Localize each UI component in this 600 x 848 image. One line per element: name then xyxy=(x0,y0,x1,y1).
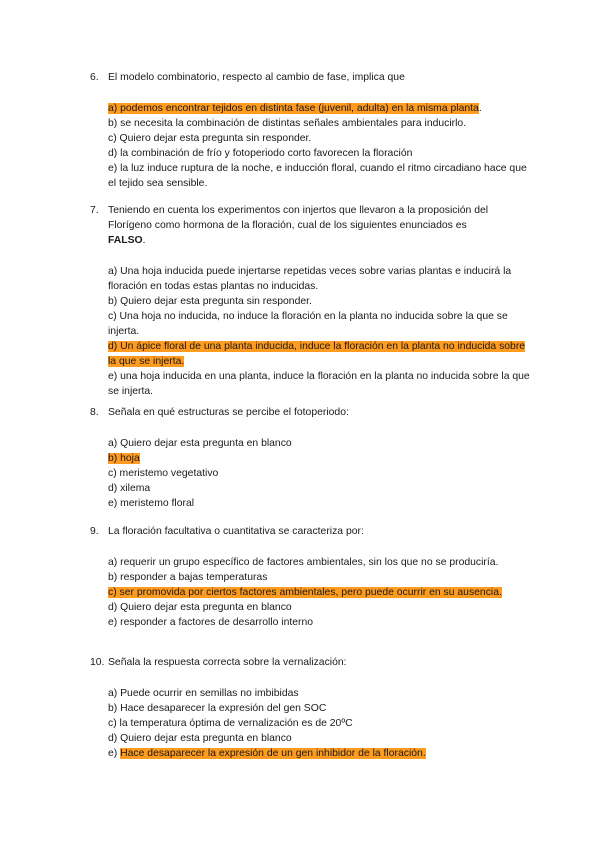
highlighted-answer: b) hoja xyxy=(108,453,140,464)
option-b: b) responder a bajas temperaturas xyxy=(108,572,268,583)
question-6 xyxy=(90,70,530,191)
option-b: b) Hace desaparecer la expresión del gen SOC xyxy=(108,703,327,714)
question-number: 8. xyxy=(90,407,99,418)
option-b: b) se necesita la combinación de distintas señales ambientales para inducirlo. xyxy=(108,118,467,129)
question-9 xyxy=(90,524,530,630)
option-c: c) la temperatura óptima de vernalización es de 20ºC xyxy=(108,718,353,729)
option-c: c) meristemo vegetativo xyxy=(108,468,219,479)
question-number: 10. xyxy=(90,657,105,668)
highlighted-answer: Hace desaparecer la expresión de un gen inhibidor de la floración. xyxy=(120,748,426,759)
question-number: 9. xyxy=(90,526,99,537)
option-e: e) responder a factores de desarrollo interno xyxy=(108,617,314,628)
question-7 xyxy=(90,203,530,399)
option-d: d) Quiero dejar esta pregunta en blanco xyxy=(108,733,292,744)
option-d: d) Quiero dejar esta pregunta en blanco xyxy=(108,602,292,613)
question-number: 6. xyxy=(90,72,99,83)
option-d: d) xilema xyxy=(108,483,151,494)
option-a: a) podemos encontrar tejidos en distinta fase (juvenil, adulta) en la misma planta. xyxy=(108,103,482,114)
option-c: c) Quiero dejar esta pregunta sin responder. xyxy=(108,133,312,144)
question-text: Señala en qué estructuras se percibe el fotoperiodo: xyxy=(108,407,349,418)
option-a: a) Quiero dejar esta pregunta en blanco xyxy=(108,438,292,449)
question-text: Teniendo en cuenta los experimentos con injertos que llevaron a la proposición del Florígeno como hormona de la floración, cual de los siguientes enunciados es FALSO. xyxy=(108,205,489,246)
option-e: e) Hace desaparecer la expresión de un gen inhibidor de la floración. xyxy=(108,748,426,759)
highlighted-answer: c) ser promovida por ciertos factores ambientales, pero puede ocurrir en su ausencia. xyxy=(108,587,502,598)
question-number: 7. xyxy=(90,205,99,216)
option-c xyxy=(108,585,530,600)
question-10 xyxy=(90,655,530,761)
option-e: e) una hoja inducida en una planta, induce la floración en la planta no inducida sobre la que se injerta. xyxy=(108,371,530,397)
question-8 xyxy=(90,405,530,511)
emphasis-falso: FALSO xyxy=(108,235,143,246)
option-a: a) Una hoja inducida puede injertarse repetidas veces sobre varias plantas e inducirá la floración en todas estas plantas no inducidas. xyxy=(108,266,512,292)
highlighted-answer: a) podemos encontrar tejidos en distinta fase (juvenil, adulta) en la misma planta xyxy=(108,103,479,114)
option-d xyxy=(108,339,530,369)
option-c: c) Una hoja no inducida, no induce la floración en la planta no inducida sobre la que se injerta. xyxy=(108,311,508,337)
highlighted-answer: d) Un ápice floral de una planta inducida, induce la floración en la planta no inducida sobre la que se injerta. xyxy=(108,341,526,367)
question-text: La floración facultativa o cuantitativa se caracteriza por: xyxy=(108,526,364,537)
question-text: Señala la respuesta correcta sobre la vernalización: xyxy=(108,657,347,668)
option-b xyxy=(108,451,530,466)
question-text: El modelo combinatorio, respecto al cambio de fase, implica que xyxy=(108,72,405,83)
option-b: b) Quiero dejar esta pregunta sin responder. xyxy=(108,296,312,307)
option-e: e) la luz induce ruptura de la noche, e inducción floral, cuando el ritmo circadiano hace que el tejido sea sensible. xyxy=(108,163,527,189)
option-d: d) la combinación de frío y fotoperiodo corto favorecen la floración xyxy=(108,148,413,159)
option-a: a) Puede ocurrir en semillas no imbibidas xyxy=(108,688,299,699)
option-e: e) meristemo floral xyxy=(108,498,195,509)
option-a: a) requerir un grupo específico de factores ambientales, sin los que no se produciría. xyxy=(108,557,499,568)
